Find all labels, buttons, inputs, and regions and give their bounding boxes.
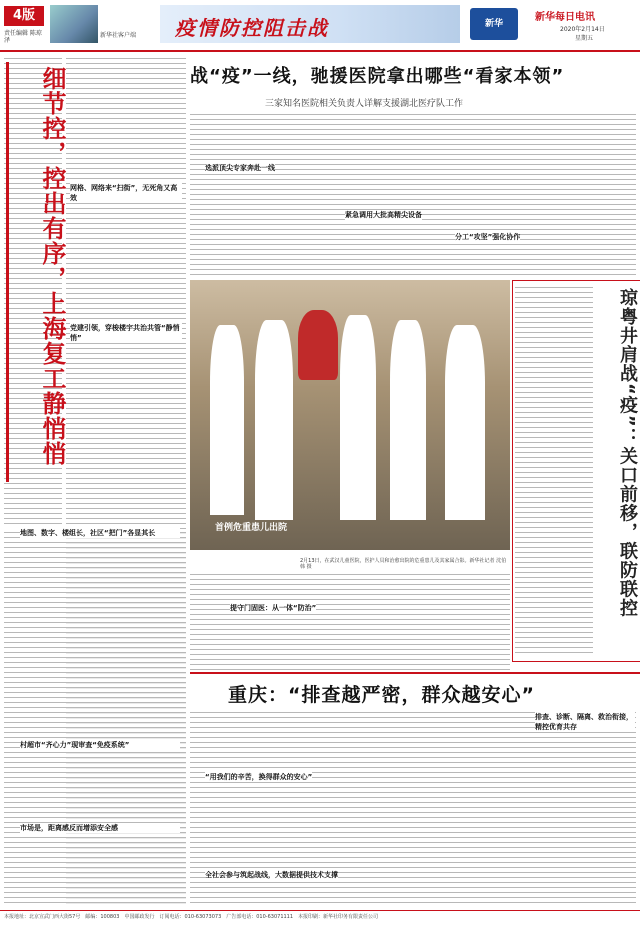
medic-figure bbox=[340, 315, 376, 520]
opinion-text bbox=[515, 285, 593, 655]
child-figure bbox=[298, 310, 338, 380]
chongqing-subhead-3: 排查、诊断、隔离、救治衔接，精控优育共存 bbox=[535, 713, 633, 731]
opinion-vertical-headline: 琼粤井肩战“疫”：关口前移，联防联控 bbox=[617, 288, 638, 618]
qr-thumbnail bbox=[50, 5, 98, 43]
main-article-text-bottom bbox=[190, 572, 510, 670]
issue-date: 2020年2月14日 bbox=[560, 26, 605, 33]
page-number: 4版 bbox=[4, 6, 44, 26]
left-lower-text bbox=[4, 530, 186, 905]
editor-credit: 责任编辑 陈琼泽 bbox=[4, 30, 42, 44]
left-subhead-5: 市场是，距离感反而增添安全感 bbox=[20, 823, 180, 833]
photo-caption: 首例危重患儿出院 bbox=[215, 523, 288, 533]
main-subhead-4: 提守门固医：从一体“防治” bbox=[230, 604, 317, 612]
main-article-text-top bbox=[190, 112, 636, 277]
main-subhead-3: 分工“攻坚”强化协作 bbox=[455, 233, 521, 241]
chongqing-subhead-1: “用我们的辛苦，换得群众的安心” bbox=[205, 773, 313, 781]
medic-figure bbox=[390, 320, 426, 520]
main-headline: 战“疫”一线，驰援医院拿出哪些“看家本领” bbox=[190, 66, 565, 87]
photo-credit: 2月13日，在武汉儿童医院，医护人员和治愈出院的危重患儿及其家属合影。新华社记者 沈伯韩 摄 bbox=[300, 558, 507, 570]
hospital-photo bbox=[190, 280, 510, 550]
chongqing-subhead-2: 全社会参与筑起战线，大数据提供技术支撑 bbox=[205, 871, 338, 879]
headline-rule bbox=[6, 62, 9, 482]
newspaper-logo: 新华 bbox=[470, 8, 518, 40]
main-subheadline: 三家知名医院相关负责人详解支援湖北医疗队工作 bbox=[265, 99, 464, 109]
left-subhead-3: 地图、数字、楼组长，社区“把门”各显其长 bbox=[20, 528, 180, 538]
chongqing-headline: 重庆：“排查越严密，群众越安心” bbox=[228, 684, 535, 706]
newspaper-name: 新华每日电讯 bbox=[535, 12, 595, 23]
main-subhead-2: 紧急调用大批高精尖设备 bbox=[345, 211, 422, 219]
section-divider bbox=[190, 672, 640, 674]
page-footer: 本报地址：北京宣武门西大街57号 邮编：100803 中国邮政发行 订阅电话：010-63073073 广告部电话：010-63071111 本报印刷：新华社印务有限责任公司 bbox=[0, 910, 640, 927]
left-vertical-headline: 细节控，控出有序，上海复工静悄悄 bbox=[38, 66, 66, 466]
medic-figure bbox=[445, 325, 485, 520]
left-subhead-1: 网格、网络来“扫街”，无死角又高效 bbox=[70, 183, 182, 203]
left-subhead-2: 党建引领，穿梭楼宇共治共管“静悄悄” bbox=[70, 323, 182, 343]
medic-figure bbox=[255, 320, 293, 520]
medic-figure bbox=[210, 325, 244, 515]
left-subhead-4: 村超市“齐心力”现审查“免疫系统” bbox=[20, 740, 180, 750]
main-subhead-1: 选派顶尖专家奔赴一线 bbox=[205, 164, 275, 172]
section-banner-title: 疫情防控阻击战 bbox=[175, 16, 329, 40]
client-caption: 新华社客户端 bbox=[100, 32, 137, 39]
issue-weekday: 星期五 bbox=[575, 35, 594, 42]
